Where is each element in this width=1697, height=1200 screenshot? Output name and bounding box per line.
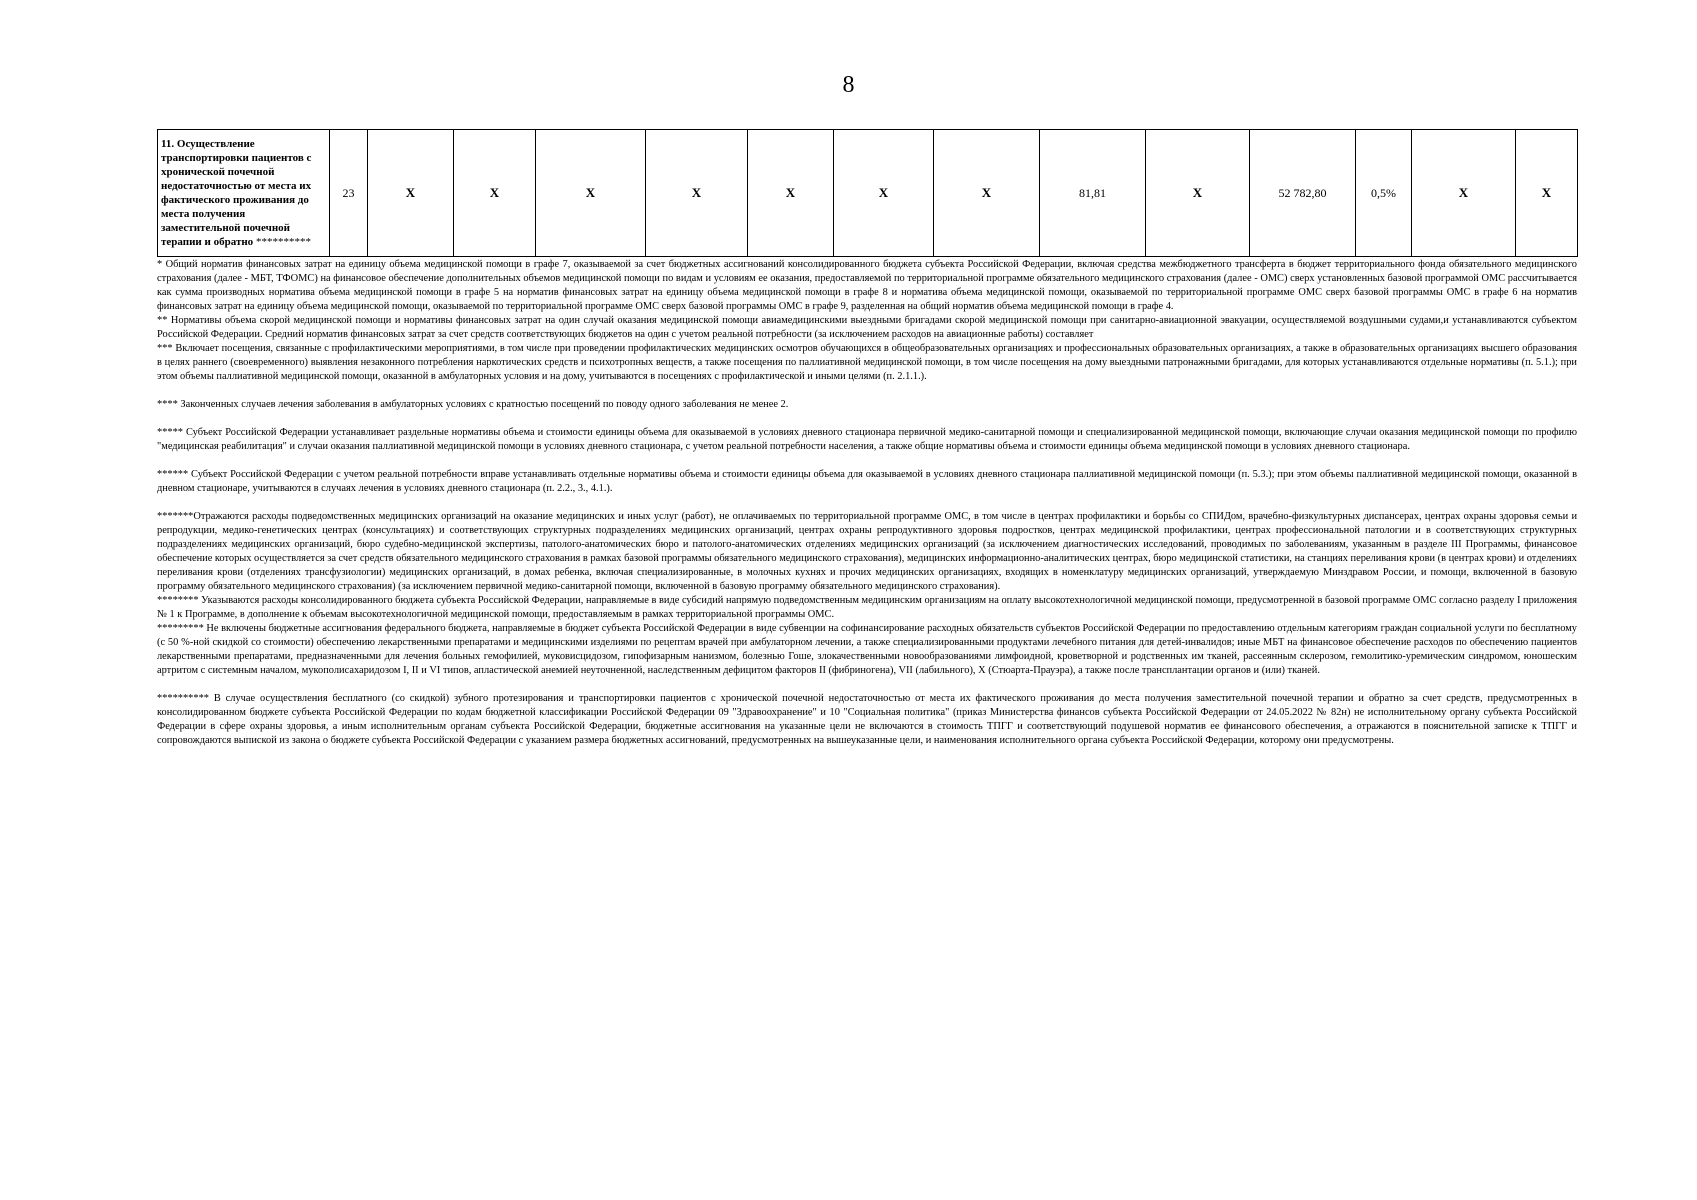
table-cell: X bbox=[1412, 130, 1516, 257]
table-cell: X bbox=[536, 130, 646, 257]
footnotes bbox=[157, 258, 1577, 748]
table-cell: X bbox=[1146, 130, 1250, 257]
summary-table bbox=[157, 129, 1578, 257]
table-cell: X bbox=[1516, 130, 1578, 257]
footnote-6: ****** Субъект Российской Федерации с учетом реальной потребности вправе устанавливать отдельные нормативы объема и стоимости единицы объема для оказываемой в условиях дневного стационара паллиативной медицинской помощи (п. 5.3.); при этом объемы паллиативной медицинской помощи, оказанной в дневном стационаре, учитываются в случаях лечения в условиях дневного стационара (п. 2.2., 3., 4.1.). bbox=[157, 469, 1577, 494]
table-cell: X bbox=[834, 130, 934, 257]
table-cell: X bbox=[748, 130, 834, 257]
table-cell: X bbox=[934, 130, 1040, 257]
table-cell: 81,81 bbox=[1040, 130, 1146, 257]
table-cell: X bbox=[454, 130, 536, 257]
table-cell: 0,5% bbox=[1356, 130, 1412, 257]
footnote-9: ********* Не включены бюджетные ассигнования федерального бюджета, направляемые в бюджет субъекта Российской Федерации в виде субвенции на софинансирование расходных обязательств субъектов Российской Федерации по предоставлению отдельным категориям граждан социальной услуги по бесплатному (с 50 %-ной скидкой со стоимости) обеспечению лекарственными препаратами и медицинскими изделиями по рецептам врачей при амбулаторном лечении, а также специализированными продуктами лечебного питания для детей-инвалидов; иные МБТ на финансовое обеспечение расходов по обеспечению пациентов лекарственными препаратами, предназначенными для лечения больных гемофилией, муковисцидозом, гипофизарным нанизмом, болезнью Гоше, злокачественными новообразованиями лимфоидной, кроветворной и родственных им тканей, рассеянным склерозом, гемолитико-уремическим синдромом, юношеским артритом с системным началом, мукополисахаридозом I, II и VI типов, апластической анемией неуточненной, наследственным дефицитом факторов II (фибриногена), VII (лабильного), X (Стюарта-Прауэра), а также после трансплантации органов и (или) тканей. bbox=[157, 623, 1577, 676]
footnote-2: ** Нормативы объема скорой медицинской помощи и нормативы финансовых затрат на один случай оказания медицинской помощи авиамедицинскими выездными бригадами скорой медицинской помощи при санитарно-авиационной эвакуации, осуществляемой воздушными судами,и устанавливаются субъектом Российской Федерации. Средний норматив финансовых затрат за счет средств соответствующих бюджетов на один с учетом реальной потребности (за исключением расходов на авиационные работы) составляет bbox=[157, 315, 1577, 340]
footnote-marker: ********** bbox=[253, 236, 311, 248]
page-number: 8 bbox=[842, 72, 855, 98]
table-row bbox=[158, 130, 1578, 257]
footnote-8: ******** Указываются расходы консолидированного бюджета субъекта Российской Федерации, направляемые в виде субсидий напрямую подведомственным медицинским организациям на оплату высокотехнологичной медицинской помощи, предусмотренной в базовой программе ОМС согласно разделу I приложения № 1 к Программе, в дополнение к объемам высокотехнологичной медицинской помощи, предоставляемым в рамках территориальной программы ОМС. bbox=[157, 595, 1577, 620]
footnote-7: *******Отражаются расходы подведомственных медицинских организаций на оказание медицинских и иных услуг (работ), не оплачиваемых по территориальной программе ОМС, в том числе в центрах профилактики и борьбы со СПИДом, врачебно-физкультурных диспансерах, центрах охраны здоровья семьи и репродукции, медико-генетических центрах (консультациях) и соответствующих структурных подразделениях медицинских организаций, центрах охраны репродуктивного здоровья подростков, центрах медицинской профилактики, центрах профессиональной патологии и в соответствующих структурных подразделениях медицинских организаций, бюро судебно-медицинской экспертизы, патолого-анатомических бюро и патолого-анатомических отделениях медицинских организаций (за исключением диагностических исследований, проводимых по заболеваниям, указанным в разделе III Программы, финансовое обеспечение которых осуществляется за счет средств обязательного медицинского страхования в рамках базовой программы обязательного медицинского страхования), медицинских информационно-аналитических центрах, бюро медицинской статистики, на станциях переливания крови (в центрах крови) и отделениях переливания крови (отделениях трансфузиологии) медицинских организаций, в домах ребенка, включая специализированные, в молочных кухнях и прочих медицинских организациях, входящих в номенклатуру медицинских организаций, утверждаемую Минздравом России, и помощи, включенной в базовую программу обязательного медицинского страхования) (за исключением первичной медико-санитарной помощи, включенной в базовую программу обязательного медицинского страхования). bbox=[157, 511, 1577, 592]
footnote-1: * Общий норматив финансовых затрат на единицу объема медицинской помощи в графе 7, оказываемой за счет бюджетных ассигнований консолидированного бюджета субъекта Российской Федерации, включая средства межбюджетного трансферта в бюджет территориального фонда обязательного медицинского страхования (далее - МБТ, ТФОМС) на финансовое обеспечение дополнительных объемов медицинской помощи по видам и условиям ее оказания, предоставляемой по территориальной программе обязательного медицинского страхования (далее - ОМС) сверх установленных базовой программой ОМС рассчитывается как сумма производных норматива объема медицинской помощи в графе 5 на норматив финансовых затрат на единицу объема медицинской помощи в графе 8 и норматива объема медицинской помощи, оказываемой по территориальной программе ОМС сверх базовой программы ОМС в графе 6 на норматив финансовых затрат на единицу объема медицинской помощи, оказываемой по территориальной программе ОМС сверх базовой программы ОМС в графе 9, разделенная на общий норматив объема медицинской помощи в графе 4. bbox=[157, 259, 1577, 312]
table-cell: X bbox=[646, 130, 748, 257]
footnote-3: *** Включает посещения, связанные с профилактическими мероприятиями, в том числе при проведении профилактических медицинских осмотров обучающихся в общеобразовательных организациях и профессиональных образовательных организациях, а также в образовательных организациях высшего образования в целях раннего (своевременного) выявления незаконного потребления наркотических средств и психотропных веществ, а также посещения по паллиативной медицинской помощи, в том числе посещения на дому выездными патронажными бригадами, для которых устанавливаются отдельные нормативы (п. 5.1.); при этом объемы паллиативной медицинской помощи, оказанной в амбулаторных условия и на дому, учитываются в посещениях с профилактической и иными целями (п. 2.1.1.). bbox=[157, 343, 1577, 382]
row-label-cell bbox=[158, 130, 330, 257]
footnote-10: ********** В случае осуществления бесплатного (со скидкой) зубного протезирования и транспортировки пациентов с хронической почечной недостаточностью от места их фактического проживания до места получения заместительной почечной терапии и обратно за счет средств, предусмотренных в консолидированном бюджете субъекта Российской Федерации по кодам бюджетной классификации Российской Федерации 09 "Здравоохранение" и 10 "Социальная политика" (приказ Министерства финансов субъекта Российской Федерации от 24.05.2022 № 82н) не исполнительному органу субъекта Российской Федерации в сфере охраны здоровья, а иным исполнительным органам субъекта Российской Федерации, бюджетные ассигнования на указанные цели не включаются в стоимость ТПГГ и соответствующий подушевой норматив ее финансового обеспечения, а отражаются в пояснительной записке к ТПГГ и сопровождаются выпиской из закона о бюджете субъекта Российской Федерации с указанием размера бюджетных ассигнований, предусмотренных на вышеуказанные цели, и наименования исполнительного органа субъекта Российской Федерации, которому они предусмотрены. bbox=[157, 693, 1577, 746]
row-label: 11. Осуществление транспортировки пациентов с хронической почечной недостаточностью от места их фактического проживания до места получения заместительной почечной терапии и обратно bbox=[161, 138, 312, 248]
table-cell: 23 bbox=[330, 130, 368, 257]
table-cell: 52 782,80 bbox=[1250, 130, 1356, 257]
footnote-5: ***** Субъект Российской Федерации устанавливает раздельные нормативы объема и стоимости единицы объема для оказываемой в условиях дневного стационара первичной медико-санитарной помощи и специализированной медицинской помощи, включающие случаи оказания медицинской помощи по профилю "медицинская реабилитация" и случаи оказания паллиативной медицинской помощи в условиях дневного стационара, с учетом реальной потребности населения, а также общие нормативы объема и стоимости единицы объема медицинской помощи в условиях дневного стационара. bbox=[157, 427, 1577, 452]
footnote-4: **** Законченных случаев лечения заболевания в амбулаторных условиях с кратностью посещений по поводу одного заболевания не менее 2. bbox=[157, 399, 789, 410]
table-cell: X bbox=[368, 130, 454, 257]
